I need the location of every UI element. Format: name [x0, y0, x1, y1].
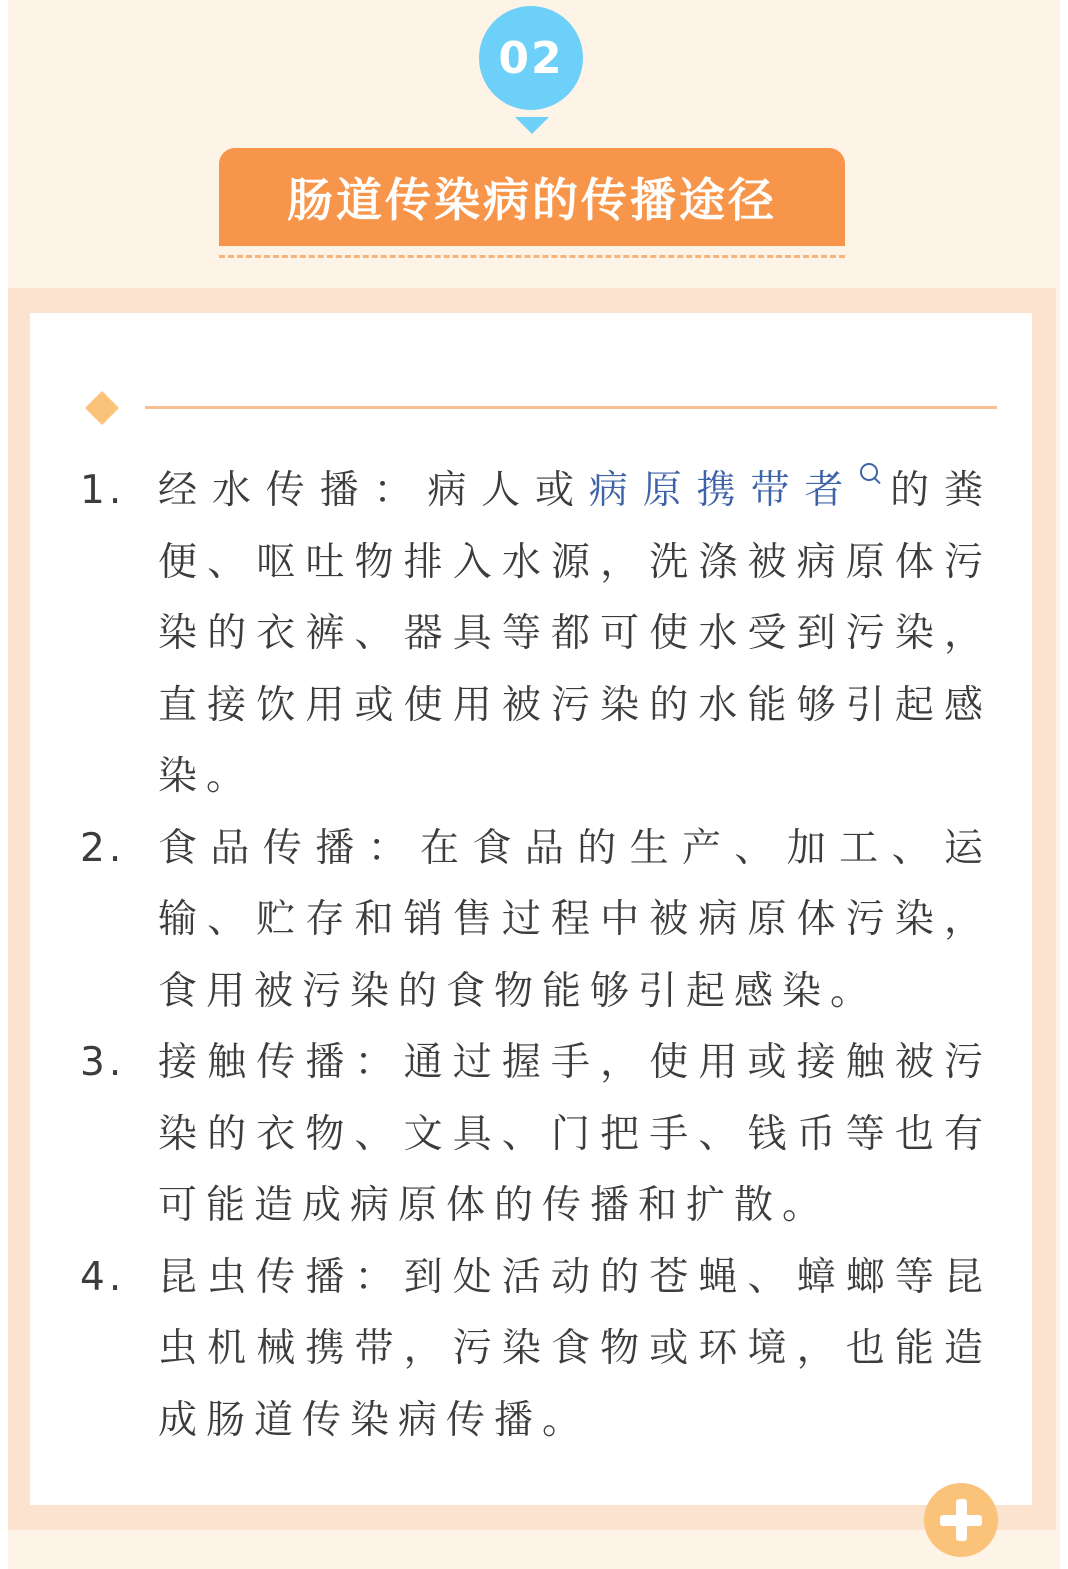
section-title: 肠道传染病的传播途径 [287, 173, 777, 227]
section-number-badge [479, 6, 583, 110]
list-item [80, 1027, 992, 1242]
right-edge [1060, 0, 1068, 1569]
title-dashed-underline [219, 255, 845, 258]
item-number: 4. [80, 1254, 126, 1300]
item-number: 2. [80, 825, 126, 871]
carrier-link[interactable]: 病原携带者 [588, 468, 859, 513]
left-edge [0, 0, 8, 1569]
item-text [158, 455, 992, 813]
list-item [80, 1242, 992, 1457]
item-text: 接触传播：通过握手，使用或接触被污染的衣物、文具、门把手、钱币等也有可能造成病原体的传播和扩散。 [158, 1040, 992, 1228]
transmission-list [80, 455, 992, 1456]
item-lead: 经水传播：病人或 [158, 468, 589, 513]
section-title-bar [219, 148, 845, 246]
divider-line [145, 406, 997, 409]
item-number: 1. [80, 468, 126, 513]
item-rest: 的粪便、呕吐物排入水源，洗涤被病原体污染的衣裤、器具等都可使水受到污染，直接饮用或使用被污染的水能够引起感染。 [158, 468, 992, 799]
badge-pointer [515, 117, 549, 134]
list-item [80, 813, 992, 1028]
item-number: 3. [80, 1040, 126, 1085]
plus-icon[interactable] [924, 1483, 998, 1557]
item-text: 昆虫传播：到处活动的苍蝇、蟑螂等昆虫机械携带，污染食物或环境，也能造成肠道传染病传播。 [158, 1254, 992, 1443]
item-text: 食品传播：在食品的生产、加工、运输、贮存和销售过程中被病原体污染，食用被污染的食物能够引起感染。 [158, 825, 992, 1014]
plus-vertical-bar [956, 1499, 967, 1541]
search-icon[interactable] [860, 463, 878, 481]
section-number: 02 [498, 32, 564, 84]
list-item [80, 455, 992, 813]
